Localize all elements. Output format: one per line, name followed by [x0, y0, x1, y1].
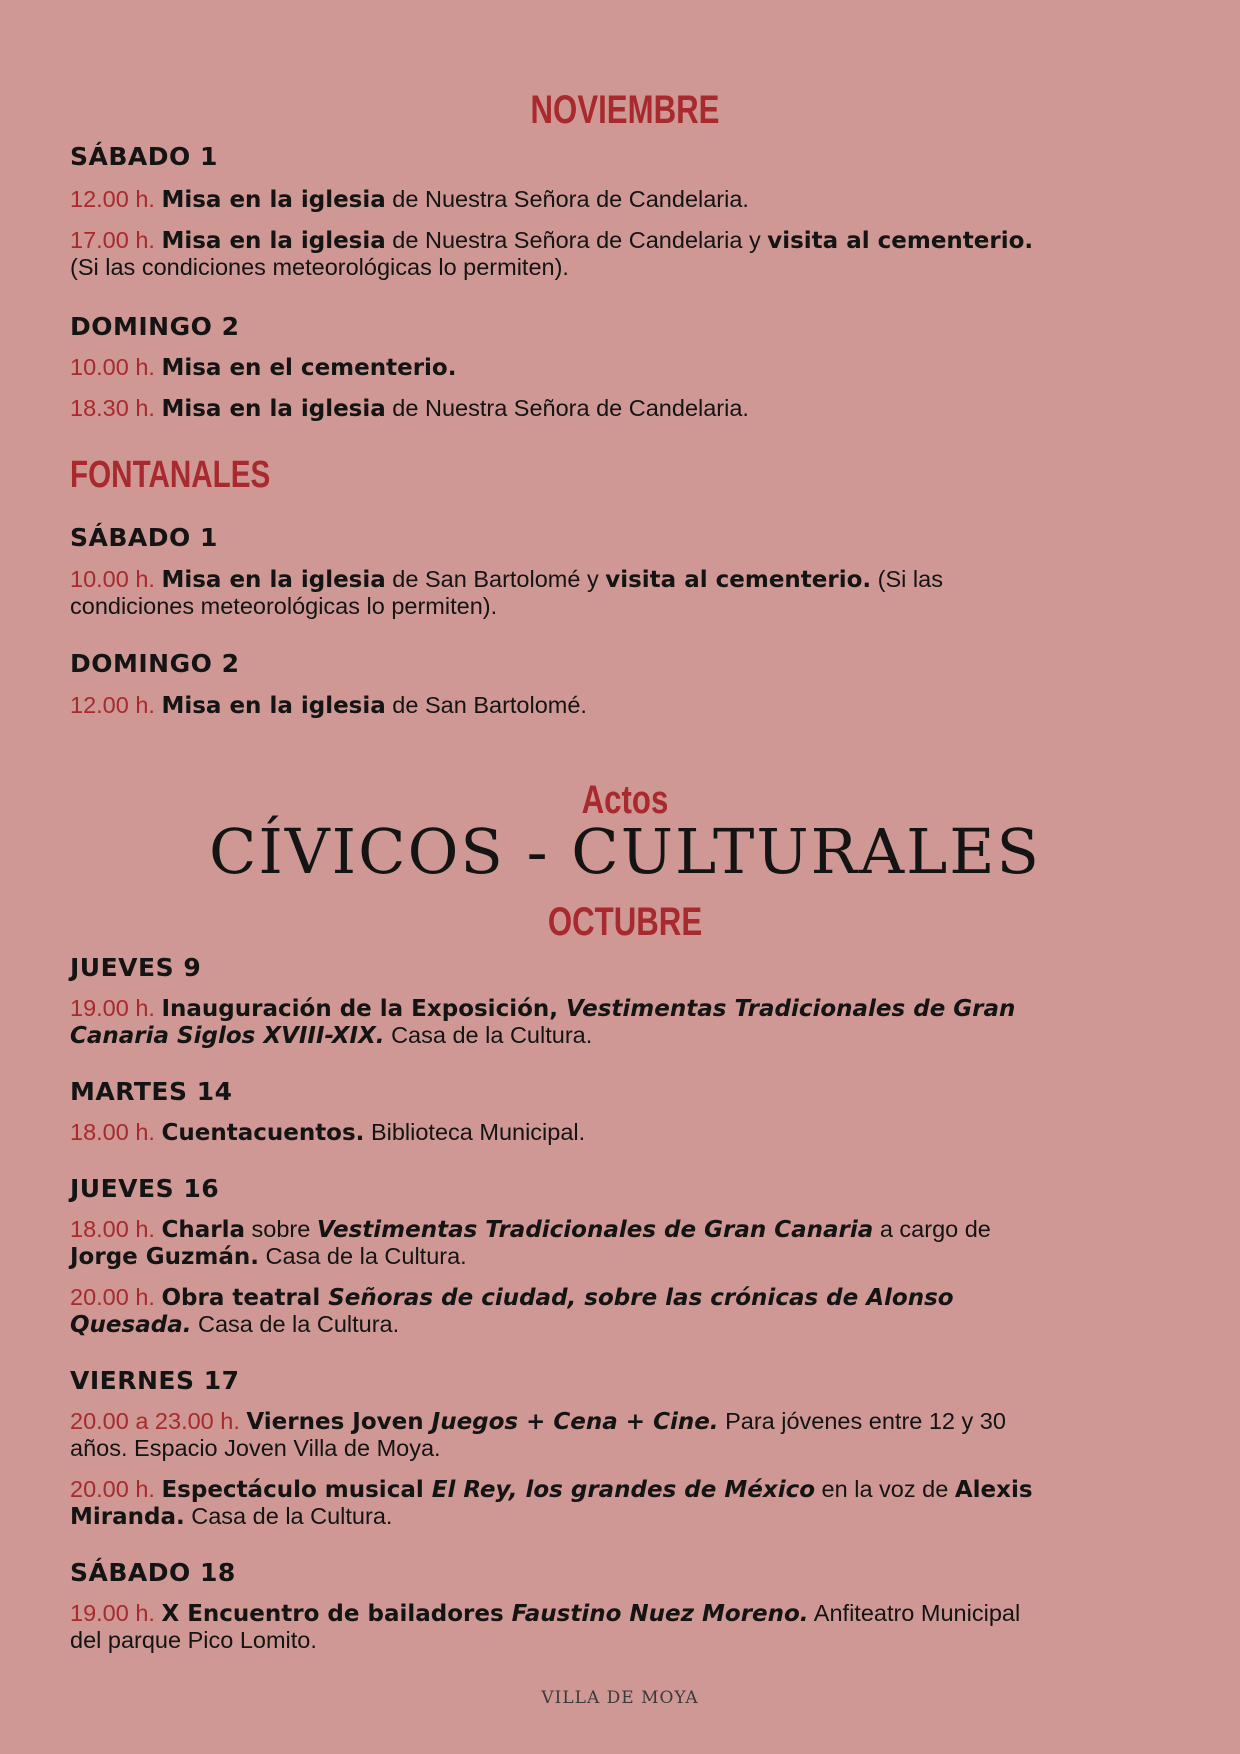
event-title: Obra teatral — [161, 1285, 329, 1311]
place-title-fontanales: FONTANALES — [70, 454, 271, 496]
day-heading: JUEVES 16 — [70, 1174, 220, 1203]
event-title: Jorge Guzmán. — [70, 1244, 260, 1270]
event-time: 10.00 h. — [70, 354, 162, 380]
day-heading: VIERNES 17 — [70, 1366, 240, 1395]
event-text: (Si las condiciones meteorológicas lo permiten). — [70, 254, 569, 280]
event-title: Alexis — [954, 1477, 1033, 1503]
event-text: Anfiteatro Municipal — [808, 1600, 1021, 1626]
event-title: X Encuentro de bailadores — [161, 1601, 512, 1627]
event-title-italic: Señoras de ciudad, sobre las crónicas de Alonso — [328, 1285, 954, 1311]
event-title: Misa en la iglesia — [161, 396, 386, 422]
event-title-italic: El Rey, los grandes de México — [431, 1477, 816, 1503]
day-heading: DOMINGO 2 — [70, 312, 240, 341]
event-title: Espectáculo musical — [161, 1477, 432, 1503]
event-title-italic: Vestimentas Tradicionales de Gran Canaria — [316, 1217, 874, 1243]
event-time: 12.00 h. — [70, 692, 162, 718]
event-title: Misa en la iglesia — [161, 693, 386, 719]
event-text: Para jóvenes entre 12 y 30 — [718, 1408, 1006, 1434]
day-heading: SÁBADO 1 — [70, 523, 218, 552]
event-text: sobre — [245, 1216, 317, 1242]
event-title: Misa en la iglesia — [161, 567, 386, 593]
event-text: Casa de la Cultura. — [259, 1243, 467, 1269]
event-time: 20.00 h. — [70, 1284, 162, 1310]
event-entry — [70, 1600, 1180, 1653]
event-time: 20.00 a 23.00 h. — [70, 1408, 247, 1434]
event-text: a cargo de — [873, 1216, 991, 1242]
section-heading-actos: Actos — [581, 778, 669, 822]
event-title: Misa en el cementerio. — [161, 355, 457, 381]
event-title: Charla — [161, 1217, 245, 1243]
event-entry — [70, 1119, 1180, 1146]
event-entry — [70, 227, 1180, 280]
day-heading: SÁBADO 1 — [70, 142, 218, 171]
event-entry — [70, 395, 1180, 422]
day-heading: DOMINGO 2 — [70, 649, 240, 678]
event-title: Miranda. — [70, 1504, 185, 1530]
event-title: Inauguración de la Exposición, — [161, 996, 567, 1022]
day-heading: MARTES 14 — [70, 1077, 233, 1106]
section-heading-title: CÍVICOS - CULTURALES — [208, 815, 1042, 888]
event-entry — [70, 1408, 1180, 1461]
event-text: de San Bartolomé. — [385, 692, 587, 718]
event-text: del parque Pico Lomito. — [70, 1627, 317, 1653]
event-title: visita al cementerio. — [605, 567, 872, 593]
event-title: visita al cementerio. — [767, 228, 1034, 254]
event-title: Cuentacuentos. — [161, 1120, 365, 1146]
event-title-italic: Quesada. — [70, 1312, 192, 1338]
event-text: de Nuestra Señora de Candelaria. — [385, 186, 749, 212]
event-text: en la voz de — [815, 1476, 955, 1502]
event-text: condiciones meteorológicas lo permiten). — [70, 593, 498, 619]
event-time: 18.30 h. — [70, 395, 162, 421]
event-time: 19.00 h. — [70, 1600, 162, 1626]
event-time: 20.00 h. — [70, 1476, 162, 1502]
day-heading: SÁBADO 18 — [70, 1558, 236, 1587]
event-title-italic: Juegos + Cena + Cine. — [431, 1409, 719, 1435]
event-title-italic: Vestimentas Tradicionales de Gran — [566, 996, 1016, 1022]
event-time: 19.00 h. — [70, 995, 162, 1021]
event-time: 12.00 h. — [70, 186, 162, 212]
event-title: Viernes Joven — [246, 1409, 432, 1435]
event-title-italic: Canaria Siglos XVIII-XIX. — [70, 1023, 385, 1049]
event-text: Casa de la Cultura. — [184, 1503, 393, 1529]
event-text: años. Espacio Joven Villa de Moya. — [70, 1435, 441, 1461]
event-text: (Si las — [871, 566, 943, 592]
day-heading: JUEVES 9 — [70, 953, 202, 982]
event-entry — [70, 1476, 1180, 1530]
event-time: 18.00 h. — [70, 1119, 162, 1145]
event-time: 17.00 h. — [70, 227, 162, 253]
event-entry — [70, 354, 1180, 381]
month-title-noviembre: NOVIEMBRE — [530, 88, 720, 132]
month-title-octubre: OCTUBRE — [547, 900, 703, 944]
event-text: de Nuestra Señora de Candelaria. — [385, 395, 749, 421]
event-text: Casa de la Cultura. — [384, 1022, 593, 1048]
event-entry — [70, 692, 1180, 719]
footer-logo: VILLA DE MOYA — [541, 1688, 699, 1708]
event-entry — [70, 566, 1180, 619]
event-title-italic: Faustino Nuez Moreno. — [511, 1601, 809, 1627]
event-title: Misa en la iglesia — [161, 228, 386, 254]
event-text: de Nuestra Señora de Candelaria y — [385, 227, 768, 253]
event-entry — [70, 186, 1180, 213]
event-text: Casa de la Cultura. — [191, 1311, 400, 1337]
event-entry — [70, 1284, 1180, 1338]
event-time: 18.00 h. — [70, 1216, 162, 1242]
event-title: Misa en la iglesia — [161, 187, 386, 213]
event-text: Biblioteca Municipal. — [364, 1119, 586, 1145]
event-entry — [70, 995, 1180, 1049]
event-text: de San Bartolomé y — [385, 566, 606, 592]
event-entry — [70, 1216, 1180, 1270]
event-time: 10.00 h. — [70, 566, 162, 592]
